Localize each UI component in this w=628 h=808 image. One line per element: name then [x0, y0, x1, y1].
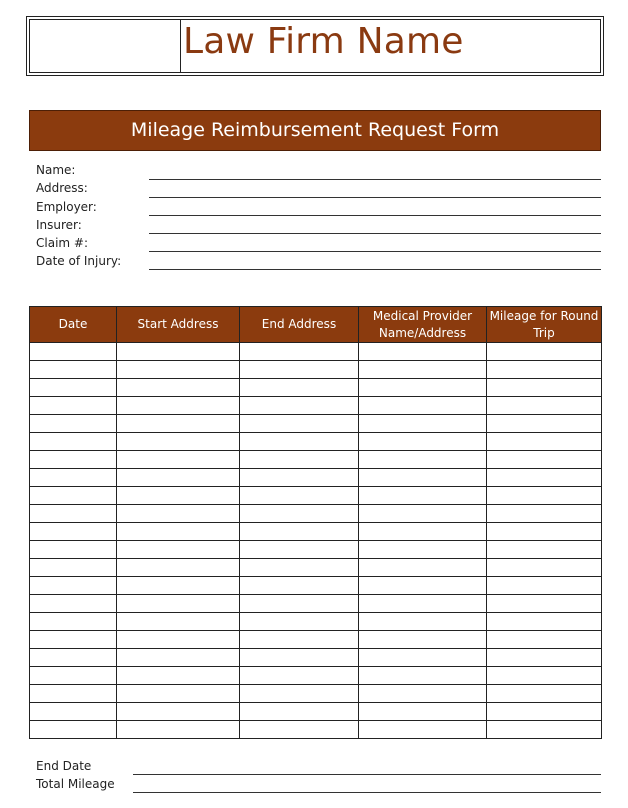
table-cell[interactable]	[240, 649, 359, 667]
table-row	[30, 577, 602, 595]
table-cell[interactable]	[240, 685, 359, 703]
table-cell[interactable]	[117, 649, 240, 667]
table-row	[30, 667, 602, 685]
table-row	[30, 595, 602, 613]
table-cell[interactable]	[359, 505, 487, 523]
table-cell[interactable]	[487, 523, 602, 541]
form-title: Mileage Reimbursement Request Form	[29, 110, 601, 151]
table-row	[30, 397, 602, 415]
table-cell[interactable]	[117, 541, 240, 559]
table-cell[interactable]	[359, 523, 487, 541]
col-header-medical-provider: Medical Provider Name/Address	[359, 307, 487, 343]
table-cell[interactable]	[359, 631, 487, 649]
end-date-field[interactable]	[133, 774, 601, 775]
table-cell[interactable]	[240, 703, 359, 721]
table-cell[interactable]	[359, 703, 487, 721]
table-row	[30, 487, 602, 505]
date-of-injury-field[interactable]	[149, 269, 601, 270]
table-row	[30, 685, 602, 703]
table-cell[interactable]	[359, 649, 487, 667]
address-field[interactable]	[149, 197, 601, 198]
table-cell[interactable]	[487, 667, 602, 685]
table-cell[interactable]	[487, 577, 602, 595]
table-row	[30, 469, 602, 487]
table-cell[interactable]	[117, 379, 240, 397]
table-cell[interactable]	[30, 559, 117, 577]
table-cell[interactable]	[117, 631, 240, 649]
table-cell[interactable]	[30, 505, 117, 523]
table-cell[interactable]	[487, 451, 602, 469]
table-cell[interactable]	[359, 595, 487, 613]
table-cell[interactable]	[117, 433, 240, 451]
table-cell[interactable]	[30, 487, 117, 505]
table-cell[interactable]	[117, 685, 240, 703]
table-cell[interactable]	[30, 595, 117, 613]
table-cell[interactable]	[487, 415, 602, 433]
table-cell[interactable]	[359, 361, 487, 379]
claim-number-field[interactable]	[149, 251, 601, 252]
table-row	[30, 649, 602, 667]
table-cell[interactable]	[240, 343, 359, 361]
firm-name: Law Firm Name	[183, 21, 464, 62]
table-cell[interactable]	[487, 595, 602, 613]
table-cell[interactable]	[240, 451, 359, 469]
table-cell[interactable]	[487, 343, 602, 361]
table-cell[interactable]	[240, 721, 359, 739]
table-cell[interactable]	[487, 685, 602, 703]
table-cell[interactable]	[359, 667, 487, 685]
table-cell[interactable]	[30, 343, 117, 361]
table-cell[interactable]	[117, 613, 240, 631]
table-cell[interactable]	[487, 613, 602, 631]
table-cell[interactable]	[30, 685, 117, 703]
table-cell[interactable]	[487, 703, 602, 721]
table-cell[interactable]	[117, 667, 240, 685]
table-cell[interactable]	[487, 397, 602, 415]
table-cell[interactable]	[359, 343, 487, 361]
table-cell[interactable]	[359, 415, 487, 433]
table-cell[interactable]	[30, 577, 117, 595]
table-cell[interactable]	[30, 379, 117, 397]
table-cell[interactable]	[240, 361, 359, 379]
mileage-table	[29, 306, 602, 739]
table-cell[interactable]	[117, 559, 240, 577]
employer-label: Employer:	[36, 200, 97, 214]
table-cell[interactable]	[30, 541, 117, 559]
table-cell[interactable]	[30, 703, 117, 721]
table-cell[interactable]	[117, 595, 240, 613]
table-cell[interactable]	[359, 397, 487, 415]
table-cell[interactable]	[117, 577, 240, 595]
table-cell[interactable]	[359, 451, 487, 469]
table-row	[30, 379, 602, 397]
claim-number-label: Claim #:	[36, 236, 89, 250]
col-header-mileage: Mileage for Round Trip	[487, 307, 602, 343]
table-cell[interactable]	[117, 451, 240, 469]
table-cell[interactable]	[240, 541, 359, 559]
table-cell[interactable]	[30, 433, 117, 451]
table-cell[interactable]	[117, 397, 240, 415]
table-cell[interactable]	[487, 379, 602, 397]
table-cell[interactable]	[359, 433, 487, 451]
table-cell[interactable]	[240, 613, 359, 631]
table-cell[interactable]	[240, 631, 359, 649]
table-row	[30, 415, 602, 433]
table-cell[interactable]	[359, 721, 487, 739]
table-row	[30, 523, 602, 541]
table-row	[30, 361, 602, 379]
logo-placeholder	[29, 19, 181, 73]
table-row	[30, 343, 602, 361]
table-body	[30, 343, 602, 739]
table-cell[interactable]	[30, 613, 117, 631]
table-cell[interactable]	[30, 361, 117, 379]
insurer-field[interactable]	[149, 233, 601, 234]
table-cell[interactable]	[30, 721, 117, 739]
table-cell[interactable]	[30, 649, 117, 667]
header-box	[26, 16, 604, 76]
table-cell[interactable]	[117, 415, 240, 433]
table-cell[interactable]	[487, 361, 602, 379]
table-cell[interactable]	[240, 469, 359, 487]
table-row	[30, 433, 602, 451]
col-header-start-address: Start Address	[117, 307, 240, 343]
table-cell[interactable]	[30, 523, 117, 541]
table-cell[interactable]	[117, 361, 240, 379]
table-row	[30, 703, 602, 721]
name-label: Name:	[36, 163, 76, 177]
table-cell[interactable]	[487, 433, 602, 451]
table-row	[30, 541, 602, 559]
table-cell[interactable]	[359, 577, 487, 595]
col-header-end-address: End Address	[240, 307, 359, 343]
table-row	[30, 505, 602, 523]
total-mileage-label: Total Mileage	[36, 777, 115, 791]
table-cell[interactable]	[30, 469, 117, 487]
table-cell[interactable]	[359, 469, 487, 487]
table-cell[interactable]	[487, 505, 602, 523]
employer-field[interactable]	[149, 215, 601, 216]
name-field[interactable]	[149, 179, 601, 180]
table-cell[interactable]	[117, 703, 240, 721]
table-row	[30, 451, 602, 469]
table-cell[interactable]	[240, 667, 359, 685]
table-cell[interactable]	[240, 577, 359, 595]
insurer-label: Insurer:	[36, 218, 82, 232]
date-of-injury-label: Date of Injury:	[36, 254, 122, 268]
address-label: Address:	[36, 181, 88, 195]
table-row	[30, 631, 602, 649]
table-cell[interactable]	[240, 397, 359, 415]
table-cell[interactable]	[30, 451, 117, 469]
total-mileage-field[interactable]	[133, 792, 601, 793]
table-cell[interactable]	[487, 559, 602, 577]
table-cell[interactable]	[240, 523, 359, 541]
table-row	[30, 559, 602, 577]
table-cell[interactable]	[240, 487, 359, 505]
table-cell[interactable]	[117, 487, 240, 505]
table-cell[interactable]	[359, 487, 487, 505]
table-cell[interactable]	[487, 469, 602, 487]
table-cell[interactable]	[117, 721, 240, 739]
table-header-row	[30, 307, 602, 343]
table-cell[interactable]	[30, 631, 117, 649]
table-cell[interactable]	[487, 649, 602, 667]
table-cell[interactable]	[240, 415, 359, 433]
table-cell[interactable]	[240, 433, 359, 451]
table-cell[interactable]	[117, 523, 240, 541]
table-cell[interactable]	[30, 397, 117, 415]
table-cell[interactable]	[240, 505, 359, 523]
table-cell[interactable]	[117, 343, 240, 361]
table-cell[interactable]	[359, 559, 487, 577]
table-cell[interactable]	[30, 415, 117, 433]
table-row	[30, 613, 602, 631]
table-cell[interactable]	[240, 595, 359, 613]
table-cell[interactable]	[487, 487, 602, 505]
table-cell[interactable]	[359, 613, 487, 631]
table-cell[interactable]	[487, 721, 602, 739]
table-cell[interactable]	[30, 667, 117, 685]
table-cell[interactable]	[487, 541, 602, 559]
table-row	[30, 721, 602, 739]
end-date-label: End Date	[36, 759, 92, 773]
col-header-date: Date	[30, 307, 117, 343]
table-cell[interactable]	[240, 379, 359, 397]
table-cell[interactable]	[240, 559, 359, 577]
table-cell[interactable]	[359, 685, 487, 703]
table-cell[interactable]	[359, 541, 487, 559]
table-cell[interactable]	[117, 505, 240, 523]
table-cell[interactable]	[487, 631, 602, 649]
table-cell[interactable]	[359, 379, 487, 397]
table-cell[interactable]	[117, 469, 240, 487]
